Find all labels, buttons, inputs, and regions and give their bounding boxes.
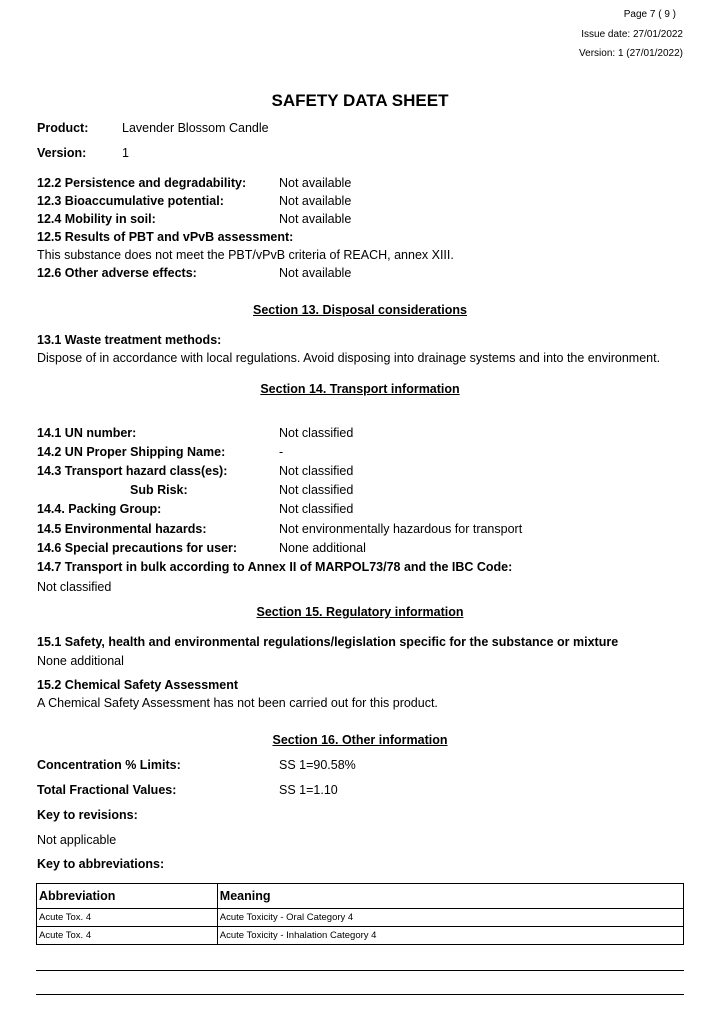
footer-divider-top: [36, 970, 684, 971]
persistence-label: 12.2 Persistence and degradability:: [37, 176, 247, 190]
pbt-label: 12.5 Results of PBT and vPvB assessment:: [37, 230, 294, 244]
bioaccumulative-label: 12.3 Bioaccumulative potential:: [37, 194, 224, 208]
mobility-label: 12.4 Mobility in soil:: [37, 212, 156, 226]
concentration-label: Concentration % Limits:: [37, 758, 181, 772]
csa-value: A Chemical Safety Assessment has not been carried out for this product.: [37, 696, 438, 710]
packing-group-label: 14.4. Packing Group:: [37, 502, 162, 516]
other-effects-value: Not available: [279, 266, 352, 280]
mobility-value: Not available: [279, 212, 352, 226]
bulk-transport-label: 14.7 Transport in bulk according to Annex II of MARPOL73/78 and the IBC Code:: [37, 560, 513, 574]
document-title: SAFETY DATA SHEET: [271, 91, 449, 110]
waste-label: 13.1 Waste treatment methods:: [37, 333, 222, 347]
sub-risk-value: Not classified: [279, 483, 354, 497]
version-value: 1: [122, 146, 129, 160]
bioaccumulative-value: Not available: [279, 194, 352, 208]
un-number-value: Not classified: [279, 426, 354, 440]
section-16-heading: Section 16. Other information: [272, 733, 448, 747]
abbreviations-table: [36, 883, 684, 945]
regulations-value: None additional: [37, 654, 124, 668]
csa-label: 15.2 Chemical Safety Assessment: [37, 678, 239, 692]
revisions-label: Key to revisions:: [37, 808, 138, 822]
cell-abbreviation: Acute Tox. 4: [37, 927, 218, 945]
hazard-class-label: 14.3 Transport hazard class(es):: [37, 464, 228, 478]
section-15-heading: Section 15. Regulatory information: [256, 605, 464, 619]
page-number: Page 7 ( 9 ): [623, 9, 676, 20]
shipping-name-label: 14.2 UN Proper Shipping Name:: [37, 445, 226, 459]
cell-abbreviation: Acute Tox. 4: [37, 909, 218, 927]
cell-meaning: Acute Toxicity - Inhalation Category 4: [217, 927, 683, 945]
special-precautions-value: None additional: [279, 541, 366, 555]
fractional-values-label: Total Fractional Values:: [37, 783, 177, 797]
version-date: Version: 1 (27/01/2022): [579, 48, 683, 59]
special-precautions-label: 14.6 Special precautions for user:: [37, 541, 238, 555]
other-effects-label: 12.6 Other adverse effects:: [37, 266, 197, 280]
table-header-row: [37, 884, 684, 909]
issue-date: Issue date: 27/01/2022: [581, 29, 683, 40]
version-label: Version:: [37, 146, 87, 160]
header-meaning: Meaning: [217, 884, 683, 909]
waste-text: Dispose of in accordance with local regulations. Avoid disposing into drainage systems and into the environment.: [37, 351, 661, 365]
sub-risk-label: Sub Risk:: [130, 483, 188, 497]
section-13-heading: Section 13. Disposal considerations: [253, 303, 467, 317]
table-row: [37, 909, 684, 927]
concentration-value: SS 1=90.58%: [279, 758, 356, 772]
hazard-class-value: Not classified: [279, 464, 354, 478]
abbreviations-label: Key to abbreviations:: [37, 857, 165, 871]
revisions-value: Not applicable: [37, 833, 117, 847]
product-label: Product:: [37, 121, 89, 135]
section-14-heading: Section 14. Transport information: [260, 382, 460, 396]
product-value: Lavender Blossom Candle: [122, 121, 269, 135]
fractional-values-value: SS 1=1.10: [279, 783, 338, 797]
pbt-text: This substance does not meet the PBT/vPvB criteria of REACH, annex XIII.: [37, 248, 454, 262]
packing-group-value: Not classified: [279, 502, 354, 516]
bulk-transport-value: Not classified: [37, 580, 112, 594]
env-hazards-value: Not environmentally hazardous for transport: [279, 522, 523, 536]
cell-meaning: Acute Toxicity - Oral Category 4: [217, 909, 683, 927]
persistence-value: Not available: [279, 176, 352, 190]
shipping-name-value: -: [279, 445, 284, 459]
env-hazards-label: 14.5 Environmental hazards:: [37, 522, 207, 536]
header-abbreviation: Abbreviation: [37, 884, 218, 909]
footer-divider-bottom: [36, 994, 684, 995]
un-number-label: 14.1 UN number:: [37, 426, 137, 440]
table-row: [37, 927, 684, 945]
regulations-label: 15.1 Safety, health and environmental regulations/legislation specific for the substance or mixture: [37, 635, 619, 649]
